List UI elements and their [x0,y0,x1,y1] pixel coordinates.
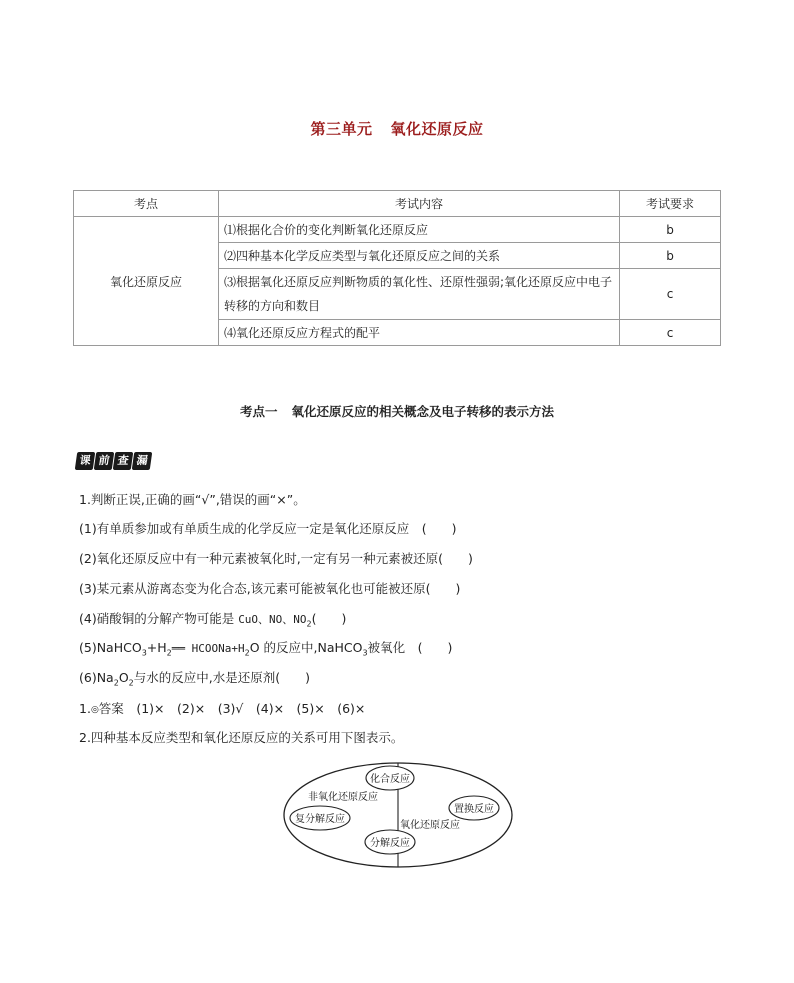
question-1-item-4 [79,609,346,629]
question-1-item-1: (1)有单质参加或有单质生成的化学反应一定是氧化还原反应 ( ) [79,521,457,536]
header-level: 考试要求 [620,191,721,217]
question-1-answer [79,699,365,717]
content-cell: ⑵四种基本化学反应类型与氧化还原反应之间的关系 [219,243,620,269]
section-heading [0,402,794,420]
item-text: ( ) [311,611,347,626]
unit-title [0,118,794,139]
answer-label: 答案 [98,701,124,716]
displacement-label: 置换反应 [454,804,494,815]
header-topic: 考点 [74,191,219,217]
item-text: (5)NaHCO [79,640,142,655]
item-text: O [118,670,129,685]
content-cell: ⑶根据氧化还原反应判断物质的氧化性、还原性强弱;氧化还原反应中电子转移的方向和数目 [219,269,620,320]
unit-name: 氧化还原反应 [390,120,484,138]
pre-class-review-badge [76,452,151,470]
item-text: (6)Na [79,670,114,685]
non-redox-label: 非氧化还原反应 [308,792,378,803]
badge-char: 查 [113,452,134,470]
table-row [74,217,721,243]
item-text: +H [146,640,167,655]
item-text: 被氧化 ( ) [367,640,453,655]
reaction-relationship-diagram [282,760,514,870]
combination-label: 化合反应 [370,774,410,785]
subscript: 3 [141,648,147,658]
content-cell: ⑴根据化合价的变化判断氧化还原反应 [219,217,620,243]
level-cell: b [620,217,721,243]
subscript: 3 [362,648,368,658]
question-2-prompt: 2.四种基本反应类型和氧化还原反应的关系可用下图表示。 [79,730,404,745]
answer-number: 1. [79,701,91,716]
item-text: (4)硝酸铜的分解产物可能是 [79,611,239,626]
question-1-item-5 [79,638,452,658]
subscript: 2 [306,619,312,629]
answer-values: (1)× (2)× (3)√ (4)× (5)× (6)× [136,701,366,716]
topic-cell: 氧化还原反应 [74,217,219,346]
level-cell: b [620,243,721,269]
redox-label: 氧化还原反应 [400,820,460,831]
subscript: 2 [244,648,250,658]
answer-icon: ◎ [90,705,99,715]
section-number: 考点一 [239,404,278,419]
unit-number: 第三单元 [310,120,373,138]
decomposition-label: 分解反应 [370,838,410,849]
double-decomposition-label: 复分解反应 [295,814,345,825]
badge-char: 课 [75,452,96,470]
chemical-equation: ══ HCOONa+H [171,642,245,655]
item-text: O 的反应中,NaHCO [249,640,363,655]
question-1-item-2: (2)氧化还原反应中有一种元素被氧化时,一定有另一种元素被还原( ) [79,551,473,566]
question-1-item-6 [79,668,310,688]
subscript: 2 [166,648,172,658]
content-cell: ⑷氧化还原反应方程式的配平 [219,320,620,346]
level-cell: c [620,269,721,320]
section-name: 氧化还原反应的相关概念及电子转移的表示方法 [291,404,555,419]
question-1-prompt: 1.判断正误,正确的画“√”,错误的画“×”。 [79,492,306,507]
chemical-formula: CuO、NO、NO [238,613,307,626]
level-cell: c [620,320,721,346]
exam-requirements-table [73,190,721,346]
subscript: 2 [113,678,119,688]
table-header-row [74,191,721,217]
badge-char: 漏 [132,452,153,470]
subscript: 2 [128,678,134,688]
item-text: 与水的反应中,水是还原剂( ) [133,670,310,685]
badge-char: 前 [94,452,115,470]
header-content: 考试内容 [219,191,620,217]
question-1-item-3: (3)某元素从游离态变为化合态,该元素可能被氧化也可能被还原( ) [79,581,461,596]
